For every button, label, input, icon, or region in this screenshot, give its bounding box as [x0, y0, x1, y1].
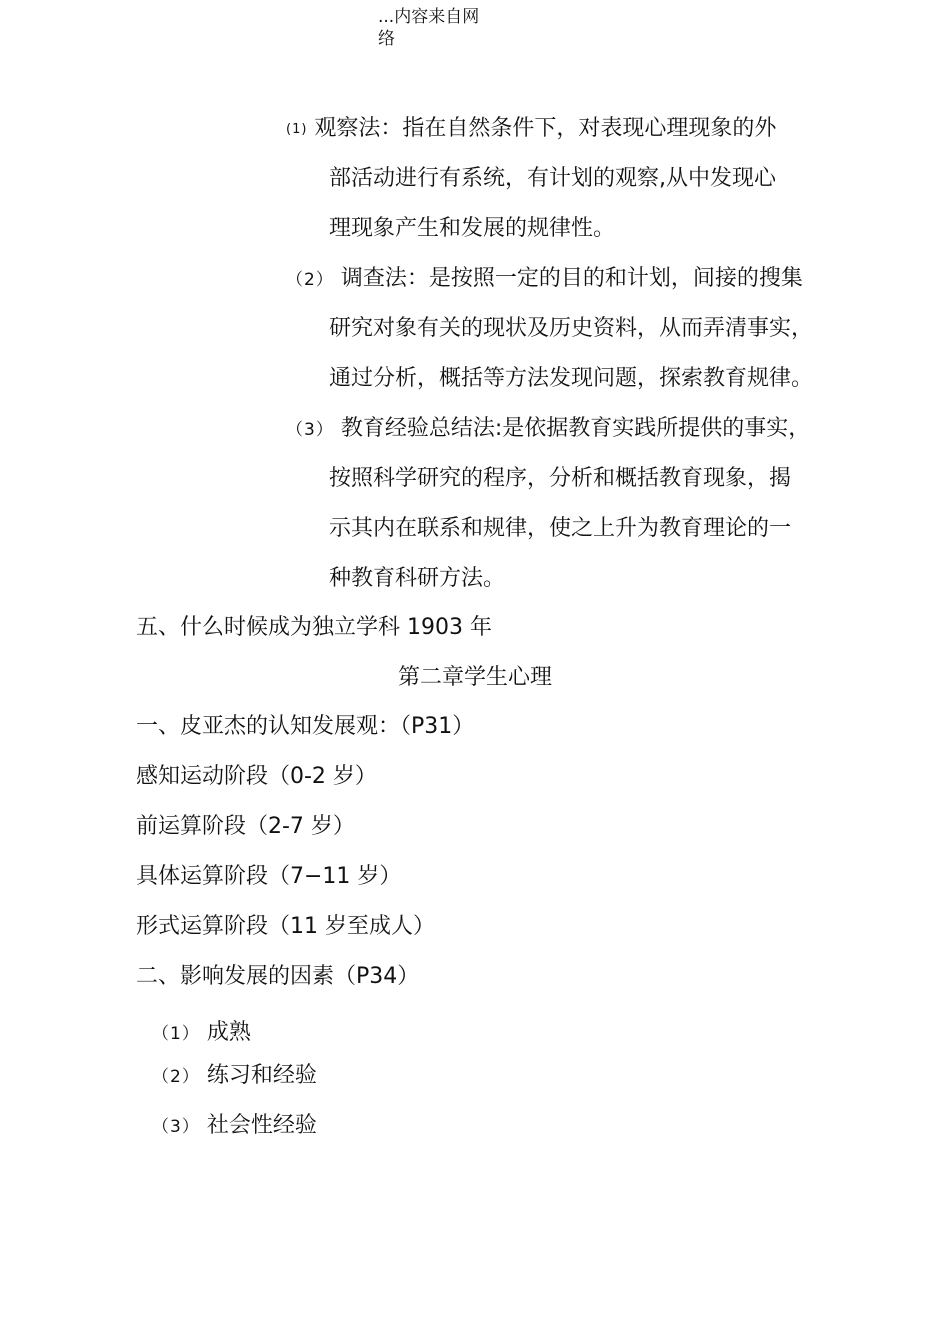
piaget-stage-2: 前运算阶段（2-7 岁） — [136, 814, 355, 839]
method-3-title-line — [286, 415, 810, 444]
header-note-line-1: ...内容来自网 — [378, 7, 480, 27]
header-note-line-2: 络 — [378, 29, 395, 49]
method-3-number: （3） — [286, 420, 334, 440]
method-3-line-2: 示其内在联系和规律，使之上升为教育理论的一 — [329, 516, 792, 541]
method-2-line-2: 通过分析，概括等方法发现问题，探索教育规律。 — [329, 366, 814, 391]
factor-3-number: （3） — [152, 1117, 200, 1137]
method-2-title-line — [286, 265, 803, 294]
chapter-title: 第二章学生心理 — [397, 665, 552, 690]
factors-heading: 二、影响发展的因素（P34） — [136, 964, 420, 989]
piaget-stage-3: 具体运算阶段（7−11 岁） — [136, 864, 402, 889]
method-1-title: 观察法：指在自然条件下，对表现心理现象的外 — [314, 116, 777, 141]
method-3-line-1: 按照科学研究的程序，分析和概括教育现象，揭 — [329, 466, 792, 491]
factor-item-3 — [152, 1112, 317, 1141]
factor-2-text: 练习和经验 — [206, 1063, 317, 1088]
method-3-line-3: 种教育科研方法。 — [329, 566, 506, 591]
method-1-title-line — [286, 115, 776, 144]
factor-1-number: （1） — [152, 1024, 200, 1044]
factor-1-text: 成熟 — [206, 1020, 251, 1045]
method-1-line-2: 理现象产生和发展的规律性。 — [329, 216, 616, 241]
method-2-line-1: 研究对象有关的现状及历史资料，从而弄清事实， — [329, 316, 814, 341]
section-5-heading: 五、什么时候成为独立学科 1903 年 — [136, 615, 492, 640]
method-1-number: (1) — [286, 122, 308, 137]
factor-2-number: （2） — [152, 1067, 200, 1087]
piaget-heading: 一、皮亚杰的认知发展观：（P31） — [136, 714, 475, 739]
factor-item-2 — [152, 1062, 317, 1091]
factor-3-text: 社会性经验 — [206, 1113, 317, 1138]
piaget-stage-4: 形式运算阶段（11 岁至成人） — [136, 914, 435, 939]
piaget-stage-1: 感知运动阶段（0-2 岁） — [136, 764, 377, 789]
method-1-line-1: 部活动进行有系统，有计划的观察,从中发现心 — [329, 166, 776, 191]
method-2-number: （2） — [286, 270, 334, 290]
factor-item-1 — [152, 1019, 251, 1048]
method-3-title: 教育经验总结法:是依据教育实践所提供的事实， — [340, 416, 811, 441]
header-note — [378, 6, 518, 50]
method-2-title: 调查法：是按照一定的目的和计划，间接的搜集 — [340, 266, 803, 291]
